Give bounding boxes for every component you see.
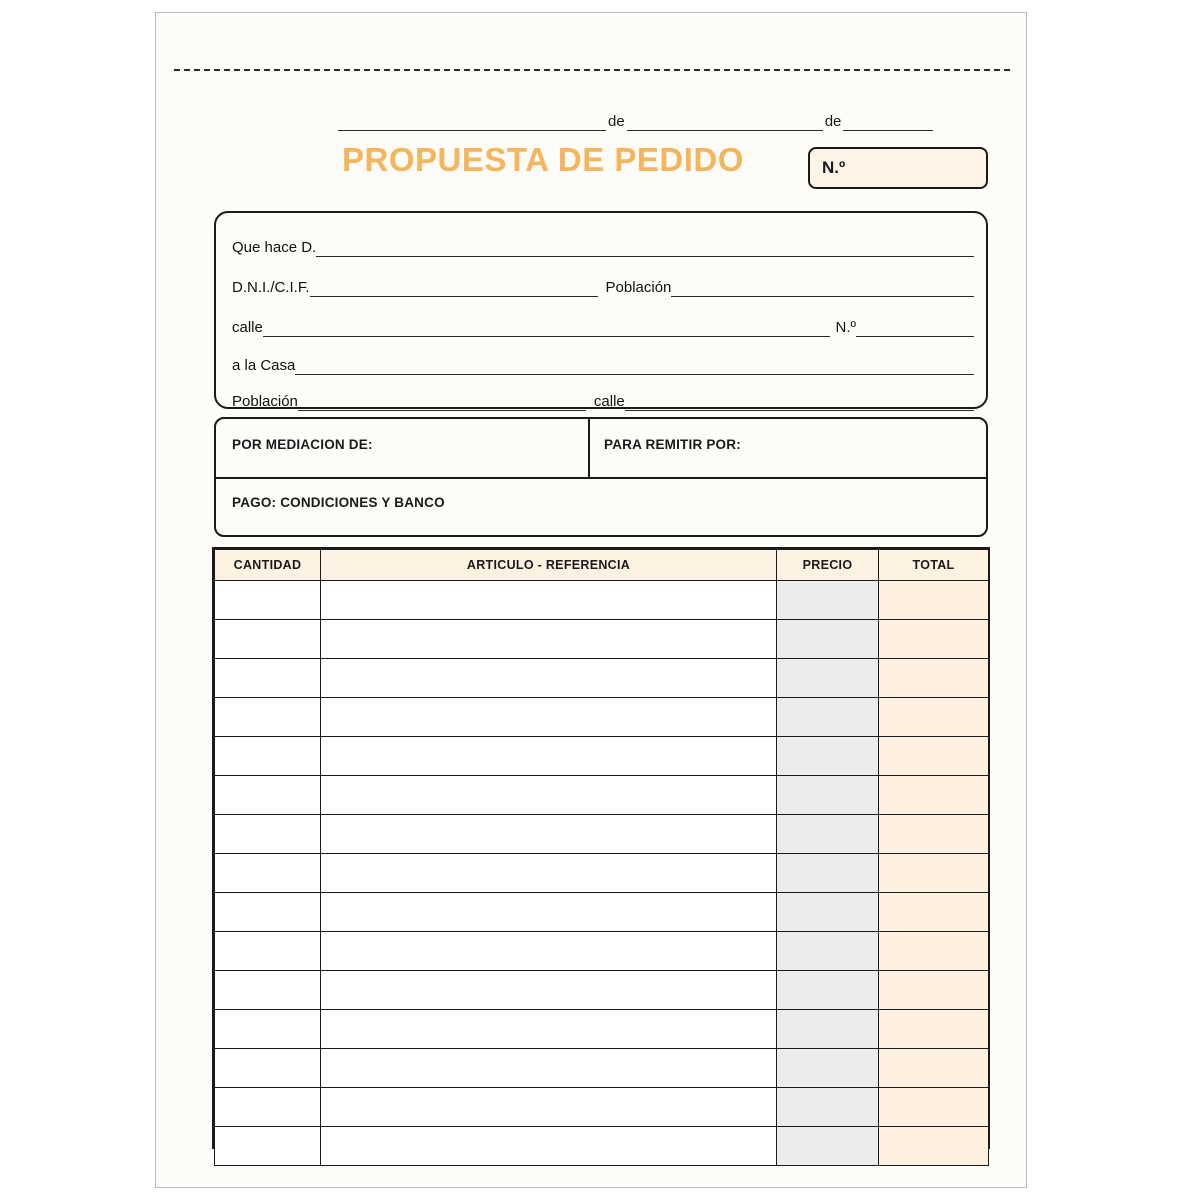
cell-precio[interactable] [777,737,879,776]
cell-total[interactable] [879,1010,989,1049]
cell-total[interactable] [879,854,989,893]
cell-precio[interactable] [777,1088,879,1127]
cell-total[interactable] [879,659,989,698]
date-label-de-1: de [608,113,625,130]
client-details-box [214,211,988,409]
cell-total[interactable] [879,1127,989,1166]
mediation-box [214,417,988,537]
cell-precio[interactable] [777,698,879,737]
table-row [215,620,989,659]
cell-cantidad[interactable] [215,971,321,1010]
cell-precio[interactable] [777,1010,879,1049]
order-number-box[interactable] [808,147,988,189]
cell-articulo[interactable] [321,815,777,854]
date-blank-year[interactable] [843,113,933,131]
cell-total[interactable] [879,932,989,971]
table-row [215,1127,989,1166]
input-poblacion-1[interactable] [671,280,974,297]
table-row [215,971,989,1010]
label-pago-condiciones: PAGO: CONDICIONES Y BANCO [232,495,445,510]
cell-cantidad[interactable] [215,737,321,776]
input-calle-numero[interactable] [856,320,974,337]
table-row [215,854,989,893]
page-title: PROPUESTA DE PEDIDO [342,141,744,178]
date-label-de-2: de [824,113,842,130]
table-row [215,1088,989,1127]
cell-total[interactable] [879,698,989,737]
table-row [215,581,989,620]
cell-total[interactable] [879,1049,989,1088]
cell-precio[interactable] [777,1049,879,1088]
cell-precio[interactable] [777,971,879,1010]
cell-articulo[interactable] [321,737,777,776]
field-row-a-la-casa [232,353,974,375]
order-number-label: N.º [822,158,846,177]
cell-articulo[interactable] [321,1127,777,1166]
cell-articulo[interactable] [321,1010,777,1049]
cell-total[interactable] [879,893,989,932]
mediation-horizontal-divider [216,477,986,479]
cell-articulo[interactable] [321,854,777,893]
cell-total[interactable] [879,815,989,854]
label-para-remitir: PARA REMITIR POR: [604,437,741,452]
cell-total[interactable] [879,620,989,659]
items-table-body [215,581,989,1166]
field-row-dni-poblacion [232,275,974,297]
order-form-page [155,12,1027,1188]
cell-articulo[interactable] [321,698,777,737]
label-calle-numero: N.º [835,319,856,336]
cell-cantidad[interactable] [215,1088,321,1127]
perforation-line [174,69,1010,71]
cell-articulo[interactable] [321,893,777,932]
label-a-la-casa: a la Casa [232,357,296,374]
cell-total[interactable] [879,776,989,815]
items-table-header-row [215,550,989,581]
table-row [215,659,989,698]
cell-cantidad[interactable] [215,893,321,932]
input-poblacion-2[interactable] [298,394,586,411]
column-header-cantidad: CANTIDAD [215,550,321,581]
cell-cantidad[interactable] [215,698,321,737]
input-a-la-casa[interactable] [295,358,974,375]
cell-cantidad[interactable] [215,1049,321,1088]
cell-cantidad[interactable] [215,854,321,893]
cell-articulo[interactable] [321,620,777,659]
cell-total[interactable] [879,737,989,776]
cell-precio[interactable] [777,776,879,815]
cell-cantidad[interactable] [215,1127,321,1166]
cell-articulo[interactable] [321,581,777,620]
items-table-box [212,547,990,1149]
table-row [215,1049,989,1088]
cell-precio[interactable] [777,932,879,971]
table-row [215,698,989,737]
cell-cantidad[interactable] [215,1010,321,1049]
column-header-precio: PRECIO [777,550,879,581]
label-dni-cif: D.N.I./C.I.F. [232,279,310,296]
cell-cantidad[interactable] [215,815,321,854]
cell-articulo[interactable] [321,776,777,815]
cell-articulo[interactable] [321,1088,777,1127]
cell-total[interactable] [879,1088,989,1127]
cell-total[interactable] [879,581,989,620]
date-blank-month[interactable] [627,113,823,131]
cell-precio[interactable] [777,659,879,698]
table-row [215,737,989,776]
field-row-poblacion-calle [232,389,974,411]
cell-precio[interactable] [777,1127,879,1166]
table-row [215,815,989,854]
cell-precio[interactable] [777,854,879,893]
date-blank-day[interactable] [338,113,606,131]
cell-cantidad[interactable] [215,620,321,659]
input-calle-1[interactable] [263,320,830,337]
date-line [338,105,982,131]
label-calle-1: calle [232,319,263,336]
label-que-hace: Que hace D. [232,239,317,256]
label-poblacion-1: Población [605,279,672,296]
mediation-vertical-divider [588,419,590,477]
cell-precio[interactable] [777,893,879,932]
label-poblacion-2: Población [232,393,298,410]
table-row [215,932,989,971]
table-row [215,893,989,932]
label-calle-2: calle [593,393,625,410]
cell-cantidad[interactable] [215,659,321,698]
input-dni-cif[interactable] [310,280,598,297]
table-row [215,1010,989,1049]
input-que-hace[interactable] [316,240,974,257]
table-row [215,776,989,815]
cell-articulo[interactable] [321,1049,777,1088]
column-header-total: TOTAL [879,550,989,581]
column-header-articulo: ARTICULO - REFERENCIA [321,550,777,581]
cell-articulo[interactable] [321,971,777,1010]
label-por-mediacion: POR MEDIACION DE: [232,437,373,452]
cell-precio[interactable] [777,581,879,620]
cell-total[interactable] [879,971,989,1010]
input-calle-2[interactable] [625,394,974,411]
field-row-que-hace [232,235,974,257]
cell-articulo[interactable] [321,932,777,971]
cell-cantidad[interactable] [215,776,321,815]
cell-precio[interactable] [777,815,879,854]
items-table [214,549,989,1166]
cell-articulo[interactable] [321,659,777,698]
cell-cantidad[interactable] [215,581,321,620]
cell-precio[interactable] [777,620,879,659]
cell-cantidad[interactable] [215,932,321,971]
field-row-calle-numero [232,315,974,337]
